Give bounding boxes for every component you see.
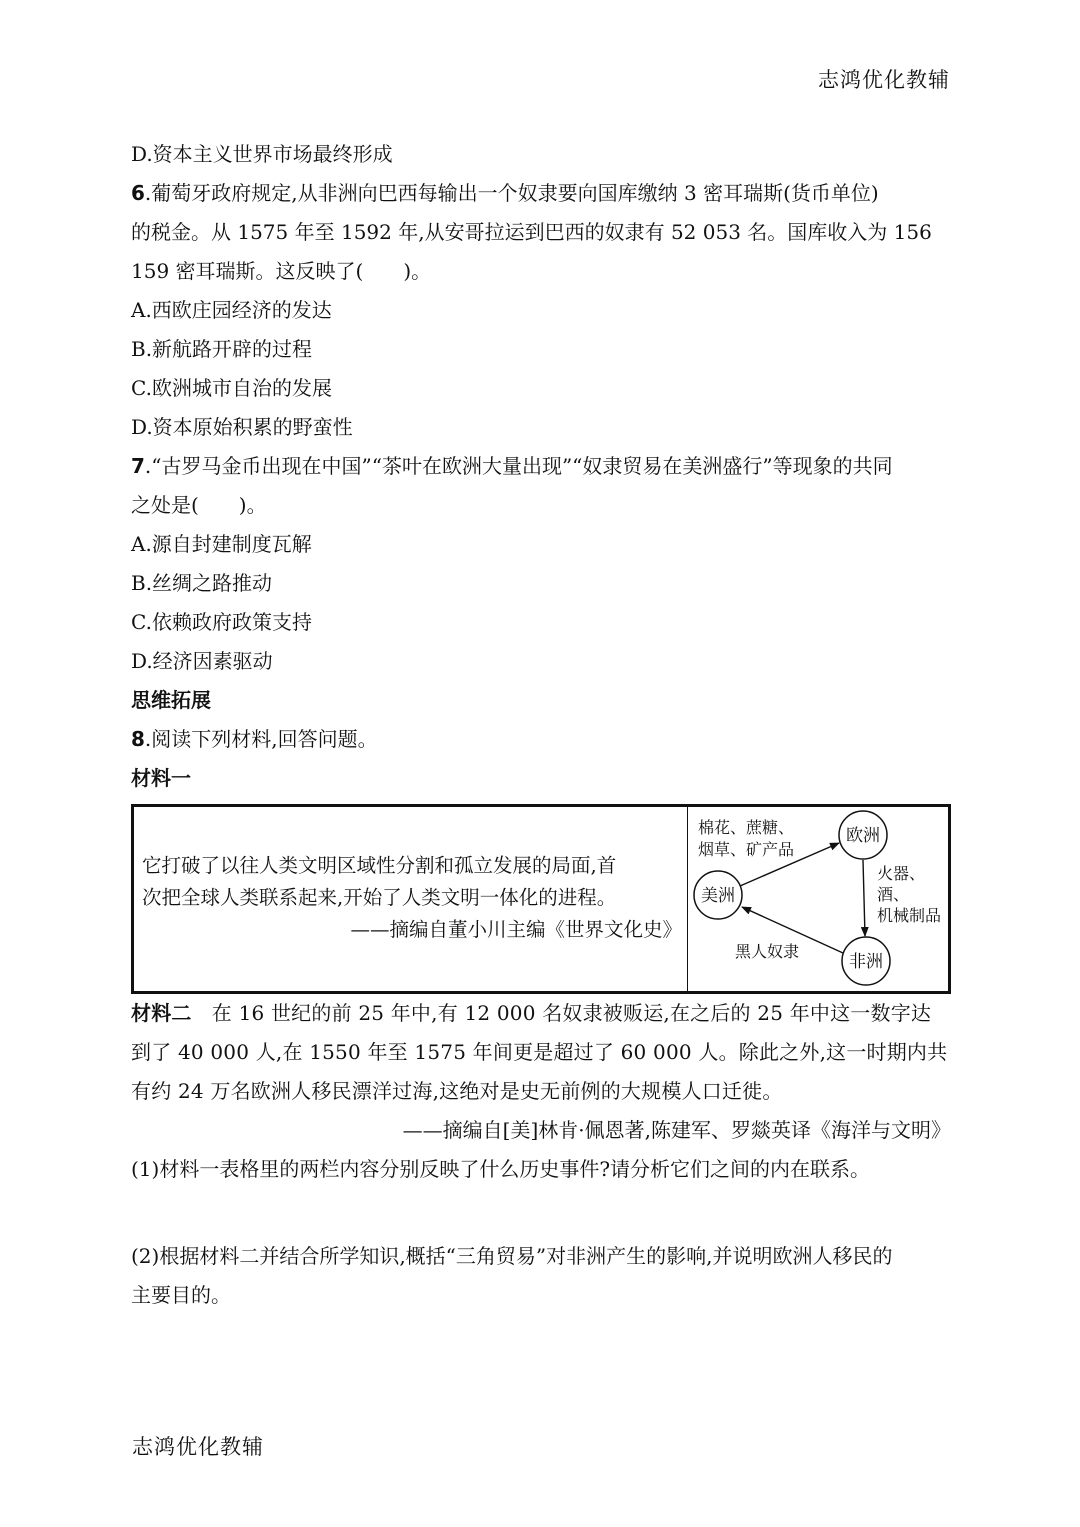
content (131, 135, 951, 1315)
footer-brand: 志鸿优化教辅 (132, 1435, 264, 1459)
sub-question-1: (1)材料一表格里的两栏内容分别反映了什么历史事件?请分析它们之间的内在联系。 (131, 1157, 871, 1181)
goods-to-africa-label: 火器、 (877, 864, 926, 883)
triangle-trade-diagram (690, 807, 948, 991)
q7-stem-line: .“古罗马金币出现在中国”“茶叶在欧洲大量出现”“奴隶贸易在美洲盛行”等现象的共同 (144, 454, 893, 478)
arrow-europe-to-africa (863, 860, 865, 936)
europe-label: 欧洲 (846, 826, 880, 846)
material-2-text-line: 有约 24 万名欧洲人移民漂洋过海,这绝对是史无前例的大规模人口迁徙。 (131, 1079, 783, 1103)
q6-option-d: D.资本原始积累的野蛮性 (131, 415, 353, 439)
sub-question-2-line: 主要目的。 (131, 1283, 231, 1307)
goods-to-europe-label: 烟草、矿产品 (698, 840, 795, 859)
question-8 (131, 720, 951, 1315)
material-1-text-line: 次把全球人类联系起来,开始了人类文明一体化的进程。 (142, 886, 617, 909)
q7-option-d: D.经济因素驱动 (131, 649, 273, 673)
material-2-label: 材料二 (131, 1001, 192, 1025)
question-7 (131, 447, 951, 681)
q6-option-c: C.欧洲城市自治的发展 (131, 376, 332, 400)
header-brand: 志鸿优化教辅 (818, 68, 950, 92)
material-1-label: 材料一 (131, 766, 191, 790)
q5-option-d: D.资本主义世界市场最终形成 (131, 142, 393, 166)
q7-option-b: B.丝绸之路推动 (131, 571, 273, 595)
q8-number: 8 (131, 727, 145, 751)
section-title: 思维拓展 (131, 688, 211, 712)
material-2-source: ——摘编自[美]林肯·佩恩著,陈建军、罗燚英译《海洋与文明》 (402, 1118, 951, 1142)
q6-stem-line: 159 密耳瑞斯。这反映了( )。 (131, 259, 432, 283)
material-1-text-cell (134, 807, 688, 991)
q6-number: 6 (131, 181, 145, 205)
q7-stem-line: 之处是( )。 (131, 493, 267, 517)
material-1-text-line: 它打破了以往人类文明区域性分割和孤立发展的局面,首 (142, 854, 617, 877)
material-1-source: ——摘编自董小川主编《世界文化史》 (350, 918, 682, 941)
q7-option-c: C.依赖政府政策支持 (131, 610, 312, 634)
material-1-table (131, 804, 951, 994)
q6-stem-line: 的税金。从 1575 年至 1592 年,从安哥拉运到巴西的奴隶有 52 053 名。国库收入为 156 (131, 220, 932, 244)
q6-option-b: B.新航路开辟的过程 (131, 337, 313, 361)
africa-label: 非洲 (849, 952, 883, 972)
goods-to-europe-label: 棉花、蔗糖、 (698, 818, 795, 837)
sub-question-2-line: (2)根据材料二并结合所学知识,概括“三角贸易”对非洲产生的影响,并说明欧洲人移民的 (131, 1244, 893, 1268)
slaves-to-america-label: 黑人奴隶 (735, 942, 800, 961)
material-2-text-line: 到了 40 000 人,在 1550 年至 1575 年间更是超过了 60 000 人。除此之外,这一时期内共 (131, 1040, 948, 1064)
triangle-trade-diagram-cell (690, 807, 948, 991)
q6-option-a: A.西欧庄园经济的发达 (131, 298, 332, 322)
q7-number: 7 (131, 454, 145, 478)
q6-stem-line: .葡萄牙政府规定,从非洲向巴西每输出一个奴隶要向国库缴纳 3 密耳瑞斯(货币单位) (144, 181, 879, 205)
question-6 (131, 174, 951, 447)
america-label: 美洲 (701, 886, 735, 906)
goods-to-africa-label: 酒、 (877, 885, 910, 904)
material-2-text-line: 在 16 世纪的前 25 年中,有 12 000 名奴隶被贩运,在之后的 25 年中这一数字达 (191, 1001, 932, 1025)
q7-option-a: A.源自封建制度瓦解 (131, 532, 312, 556)
q8-stem: .阅读下列材料,回答问题。 (144, 727, 378, 751)
goods-to-africa-label: 机械制品 (877, 906, 942, 925)
